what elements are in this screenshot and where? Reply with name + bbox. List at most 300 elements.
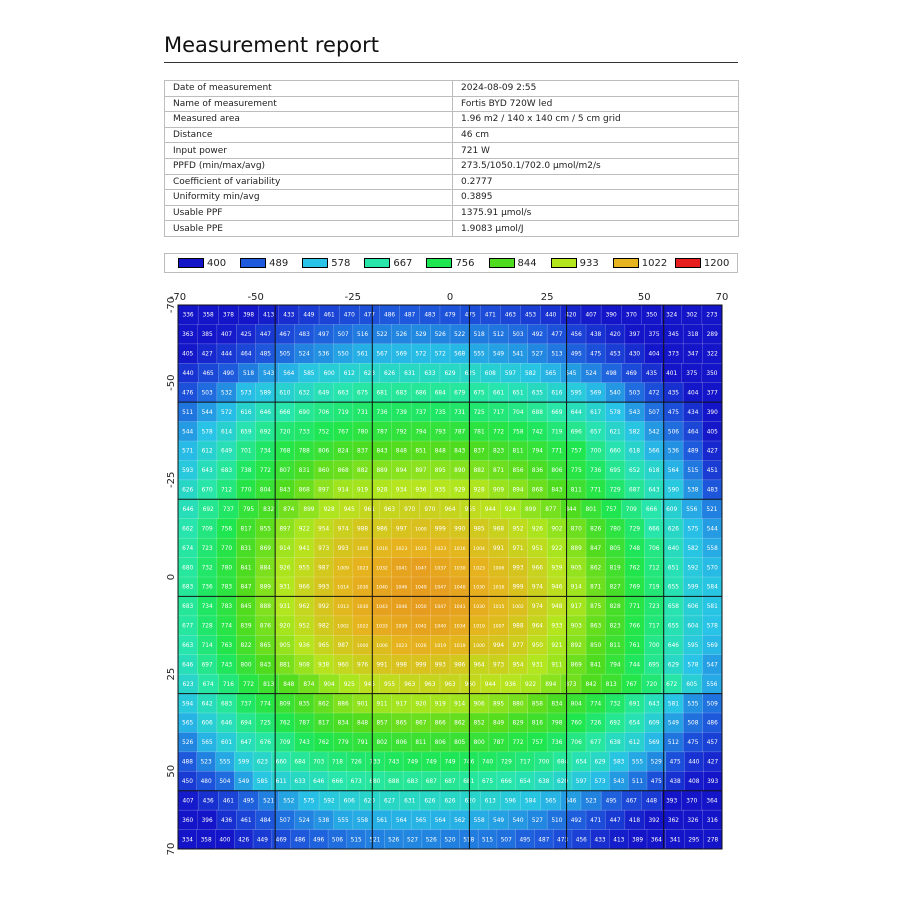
heatmap-cell-value: 717 xyxy=(493,409,505,416)
heatmap-cell-value: 295 xyxy=(688,837,700,844)
report-row-value: 0.2777 xyxy=(453,174,739,190)
heatmap-cell-value: 670 xyxy=(201,487,213,494)
heatmap-cell-value: 652 xyxy=(629,468,641,475)
heatmap-cell-value: 802 xyxy=(376,740,388,747)
heatmap-cell-value: 935 xyxy=(434,487,446,494)
heatmap-cell-value: 392 xyxy=(648,817,660,824)
heatmap-cell-value: 822 xyxy=(240,643,252,649)
heatmap-cell-value: 895 xyxy=(493,701,505,708)
heatmap-cell-value: 345 xyxy=(667,332,679,339)
heatmap-cell-value: 994 xyxy=(493,643,505,649)
heatmap-cell-value: 555 xyxy=(473,351,485,358)
heatmap-cell-value: 870 xyxy=(570,526,582,533)
heatmap-cell-value: 914 xyxy=(337,487,349,494)
heatmap-cell-value: 526 xyxy=(182,740,194,747)
heatmap-cell-value: 492 xyxy=(570,817,582,824)
heatmap-cell-value: 704 xyxy=(512,409,524,416)
heatmap-cell-value: 549 xyxy=(493,351,505,358)
heatmap-cell-value: 931 xyxy=(279,584,291,591)
heatmap-cell-value: 662 xyxy=(182,526,194,533)
heatmap-cell-value: 1033 xyxy=(376,624,388,630)
heatmap-cell-value: 757 xyxy=(605,507,617,513)
heatmap-cell-value: 737 xyxy=(415,409,427,416)
heatmap-cell-value: 495 xyxy=(242,798,255,805)
heatmap-cell-value: 1050 xyxy=(415,605,427,611)
heatmap-cell-value: 1000 xyxy=(356,644,369,649)
heatmap-cell-value: 440 xyxy=(688,759,700,766)
heatmap-cell-value: 543 xyxy=(263,371,275,377)
heatmap-cell-value: 633 xyxy=(294,779,306,785)
heatmap-cell-value: 676 xyxy=(259,740,271,747)
heatmap-cell-value: 909 xyxy=(493,487,505,494)
heatmap-cell-value: 841 xyxy=(240,565,252,572)
heatmap-cell-value: 316 xyxy=(706,817,718,824)
heatmap-cell-value: 696 xyxy=(570,429,582,436)
heatmap-cell-value: 888 xyxy=(259,604,271,611)
heatmap-cell-value: 877 xyxy=(545,507,557,513)
heatmap-cell-value: 486 xyxy=(294,837,306,844)
heatmap-cell-value: 364 xyxy=(650,837,662,844)
heatmap-cell-value: 289 xyxy=(706,332,718,339)
heatmap-cell-value: 794 xyxy=(609,662,621,669)
heatmap-cell-value: 638 xyxy=(609,740,621,747)
heatmap-cell-value: 487 xyxy=(404,312,416,319)
heatmap-cell-value: 706 xyxy=(648,545,660,552)
heatmap-cell-value: 914 xyxy=(454,701,466,708)
heatmap-cell-value: 920 xyxy=(279,623,291,630)
heatmap-cell-value: 626 xyxy=(182,487,194,494)
heatmap-cell-value: 770 xyxy=(221,545,233,552)
heatmap-cell-value: 571 xyxy=(182,448,194,455)
heatmap-cell-value: 565 xyxy=(201,740,213,747)
heatmap-cell-value: 756 xyxy=(221,526,233,533)
heatmap-cell-value: 884 xyxy=(259,565,271,572)
heatmap-cell-value: 526 xyxy=(425,837,437,844)
report-row-value: 2024-08-09 2:55 xyxy=(453,81,739,97)
heatmap-cell-value: 278 xyxy=(707,837,719,844)
heatmap-cell-value: 583 xyxy=(613,759,625,766)
heatmap-cell-value: 1009 xyxy=(337,566,349,572)
heatmap-cell-value: 804 xyxy=(570,701,582,708)
heatmap-cell-value: 719 xyxy=(648,584,660,591)
heatmap-cell-value: 456 xyxy=(575,837,587,844)
heatmap-cell-value: 700 xyxy=(648,643,660,649)
heatmap-cell-value: 843 xyxy=(454,448,466,455)
heatmap-cell-value: 985 xyxy=(473,526,485,533)
heatmap-cell-value: 950 xyxy=(531,643,543,649)
heatmap-cell-value: 677 xyxy=(590,740,602,747)
heatmap-cell-value: 640 xyxy=(667,545,679,552)
heatmap-cell-value: 360 xyxy=(182,817,194,824)
heatmap-cell-value: 507 xyxy=(648,409,660,416)
heatmap-cell-value: 448 xyxy=(645,798,658,805)
heatmap-cell-value: 549 xyxy=(238,779,250,785)
report-row-label: Usable PPF xyxy=(165,205,453,221)
heatmap-cell-value: 783 xyxy=(221,584,233,591)
heatmap-cell-value: 807 xyxy=(279,468,291,475)
heatmap-cell-value: 565 xyxy=(545,371,557,377)
heatmap-cell-value: 714 xyxy=(201,643,213,649)
heatmap-cell-value: 564 xyxy=(667,468,679,475)
heatmap-cell-value: 604 xyxy=(687,623,699,630)
heatmap-cell-value: 594 xyxy=(182,701,194,708)
heatmap-cell-value: 555 xyxy=(337,817,349,824)
heatmap-cell-value: 772 xyxy=(493,429,505,436)
heatmap-cell-value: 629 xyxy=(667,662,679,669)
heatmap-cell-value: 488 xyxy=(181,759,193,766)
heatmap-cell-value: 834 xyxy=(337,720,349,727)
heatmap-cell-value: 683 xyxy=(221,701,233,708)
page-title: Measurement report xyxy=(164,33,379,57)
heatmap-cell-value: 479 xyxy=(444,312,456,319)
heatmap-cell-value: 1006 xyxy=(376,644,388,649)
heatmap-cell-value: 794 xyxy=(531,448,543,455)
heatmap-cell-value: 526 xyxy=(388,837,400,844)
heatmap-cell-value: 375 xyxy=(686,371,698,377)
heatmap-cell-value: 362 xyxy=(667,817,679,824)
heatmap-cell-value: 944 xyxy=(484,507,496,513)
legend-label: 933 xyxy=(579,257,599,269)
heatmap-cell-value: 743 xyxy=(221,662,233,669)
legend-label: 578 xyxy=(331,257,351,269)
heatmap-cell-value: 948 xyxy=(551,604,563,611)
heatmap-cell-value: 569 xyxy=(706,643,718,649)
y-tick-label: 70 xyxy=(166,842,177,856)
heatmap-cell-value: 1002 xyxy=(337,624,349,630)
heatmap-cell-value: 471 xyxy=(484,312,496,319)
heatmap-cell-value: 961 xyxy=(363,507,375,513)
heatmap-cell-value: 749 xyxy=(425,759,437,766)
heatmap-cell-value: 906 xyxy=(473,701,485,708)
heatmap-cell-value: 805 xyxy=(454,740,466,747)
heatmap-cell-value: 612 xyxy=(201,448,213,455)
heatmap-cell-value: 706 xyxy=(318,409,330,416)
heatmap-cell-value: 819 xyxy=(609,565,621,572)
heatmap-cell-value: 621 xyxy=(609,429,621,436)
heatmap-cell-value: 1041 xyxy=(453,605,466,611)
report-row-label: Distance xyxy=(165,127,453,143)
heatmap-cell-value: 426 xyxy=(238,837,250,844)
heatmap-cell-value: 565 xyxy=(545,798,557,805)
heatmap-cell-value: 1030 xyxy=(453,566,466,572)
heatmap-cell-value: 683 xyxy=(182,604,194,611)
heatmap-cell-value: 477 xyxy=(551,332,563,339)
heatmap-cell-value: 364 xyxy=(706,798,718,805)
heatmap-cell-value: 731 xyxy=(454,409,466,416)
heatmap-cell-value: 977 xyxy=(512,643,524,649)
heatmap-cell-value: 723 xyxy=(648,604,660,611)
heatmap-cell-value: 543 xyxy=(629,409,641,416)
heatmap-cell-value: 526 xyxy=(434,332,446,339)
heatmap-cell-value: 936 xyxy=(298,643,310,649)
legend-label: 667 xyxy=(393,257,413,269)
heatmap-cell-value: 855 xyxy=(259,526,271,533)
legend-label: 1200 xyxy=(703,257,730,269)
heatmap-cell-value: 1046 xyxy=(395,585,408,591)
x-tick-label: 50 xyxy=(637,292,651,303)
heatmap-cell-value: 869 xyxy=(570,662,582,669)
heatmap-cell-value: 522 xyxy=(454,332,466,339)
heatmap-cell-value: 827 xyxy=(609,584,621,591)
heatmap-cell-value: 798 xyxy=(551,720,563,727)
heatmap-cell-value: 836 xyxy=(531,468,543,475)
heatmap-cell-value: 515 xyxy=(350,837,362,844)
heatmap-cell-value: 660 xyxy=(609,448,621,455)
heatmap-cell-value: 691 xyxy=(629,701,641,708)
heatmap-cell-value: 597 xyxy=(575,779,587,785)
heatmap-cell-value: 649 xyxy=(221,448,233,455)
heatmap-cell-value: 844 xyxy=(565,507,577,513)
heatmap-cell-value: 461 xyxy=(222,798,234,805)
heatmap-cell-value: 666 xyxy=(648,526,660,533)
heatmap-cell-value: 358 xyxy=(202,312,214,319)
heatmap-cell-value: 659 xyxy=(240,429,252,436)
heatmap-cell-value: 914 xyxy=(570,584,582,591)
heatmap-cell-value: 762 xyxy=(279,720,291,727)
heatmap-cell-value: 524 xyxy=(298,817,310,824)
heatmap-cell-value: 800 xyxy=(240,662,252,669)
heatmap-cell-value: 475 xyxy=(669,759,681,766)
heatmap-cell-value: 477 xyxy=(363,312,375,319)
heatmap-cell-value: 717 xyxy=(648,623,660,630)
heatmap-cell-value: 433 xyxy=(594,837,606,844)
heatmap-cell-value: 506 xyxy=(667,429,679,436)
heatmap-cell-value: 524 xyxy=(585,371,597,377)
heatmap-cell-value: 508 xyxy=(687,720,699,727)
heatmap-cell-value: 848 xyxy=(395,448,407,455)
heatmap-cell-value: 573 xyxy=(240,390,252,397)
heatmap-cell-value: 489 xyxy=(687,448,699,455)
heatmap-cell-value: 496 xyxy=(313,837,325,844)
report-row-value: 46 cm xyxy=(453,127,739,143)
heatmap-cell-value: 725 xyxy=(473,409,485,416)
heatmap-cell-value: 732 xyxy=(609,701,621,708)
heatmap-cell-value: 787 xyxy=(493,740,505,747)
heatmap-cell-value: 843 xyxy=(279,487,291,494)
heatmap-cell-value: 801 xyxy=(585,507,597,513)
heatmap-cell-value: 728 xyxy=(201,623,213,630)
heatmap-cell-value: 752 xyxy=(318,429,330,436)
heatmap-cell-value: 546 xyxy=(565,798,577,805)
heatmap-cell-value: 521 xyxy=(369,837,381,844)
heatmap-cell-value: 561 xyxy=(357,351,369,358)
heatmap-cell-value: 892 xyxy=(570,643,582,649)
heatmap-cell-value: 817 xyxy=(318,720,330,727)
heatmap-cell-value: 506 xyxy=(331,837,343,844)
heatmap-cell-value: 863 xyxy=(590,623,602,630)
heatmap-cell-value: 982 xyxy=(318,623,330,630)
heatmap-cell-value: 1030 xyxy=(356,605,369,611)
heatmap-cell-value: 736 xyxy=(201,584,213,591)
heatmap-cell-value: 336 xyxy=(182,312,194,319)
heatmap-cell-value: 905 xyxy=(570,565,582,572)
heatmap-cell-value: 597 xyxy=(504,371,516,377)
heatmap-cell-value: 770 xyxy=(240,487,252,494)
report-row-label: Measured area xyxy=(165,112,453,128)
heatmap-cell-value: 849 xyxy=(493,720,505,727)
heatmap-cell-value: 518 xyxy=(242,371,255,377)
heatmap-cell-value: 521 xyxy=(706,507,718,513)
heatmap-cell-value: 1016 xyxy=(376,546,388,552)
heatmap-cell-value: 845 xyxy=(240,604,252,611)
heatmap-cell-value: 627 xyxy=(384,798,396,805)
heatmap-cell-value: 763 xyxy=(221,643,233,649)
heatmap-cell-value: 725 xyxy=(259,720,271,727)
heatmap-cell-value: 536 xyxy=(667,448,679,455)
heatmap-cell-value: 606 xyxy=(687,604,699,611)
heatmap-cell-value: 487 xyxy=(538,837,550,844)
heatmap-cell-value: 894 xyxy=(395,468,407,475)
heatmap-cell-value: 1023 xyxy=(434,546,447,552)
heatmap-cell-value: 834 xyxy=(551,701,563,708)
heatmap-cell-value: 512 xyxy=(667,740,679,747)
heatmap-cell-value: 901 xyxy=(357,701,369,708)
heatmap-cell-value: 684 xyxy=(434,390,446,397)
heatmap-cell-value: 507 xyxy=(337,332,349,339)
heatmap-cell-value: 847 xyxy=(240,584,252,591)
heatmap-cell-value: 1041 xyxy=(395,566,408,572)
heatmap-cell-value: 680 xyxy=(182,565,194,572)
heatmap-cell-value: 738 xyxy=(240,468,252,475)
heatmap-cell-value: 644 xyxy=(570,409,582,416)
heatmap-cell-value: 544 xyxy=(706,526,718,533)
heatmap-cell-value: 692 xyxy=(202,507,214,513)
heatmap-cell-value: 341 xyxy=(669,837,681,844)
heatmap-cell-value: 623 xyxy=(256,759,268,766)
heatmap-cell-value: 503 xyxy=(201,390,213,397)
heatmap-cell-value: 1014 xyxy=(337,585,349,591)
heatmap-cell-value: 447 xyxy=(609,817,621,824)
heatmap-cell-value: 456 xyxy=(570,332,582,339)
heatmap-cell-value: 675 xyxy=(481,779,494,785)
heatmap-cell-value: 523 xyxy=(585,798,597,805)
heatmap-cell-value: 774 xyxy=(221,623,233,630)
heatmap-cell-value: 882 xyxy=(357,468,369,475)
heatmap-cell-value: 681 xyxy=(376,390,388,397)
heatmap-cell-value: 606 xyxy=(201,720,213,727)
heatmap-cell-value: 869 xyxy=(259,545,271,552)
heatmap-cell-value: 1049 xyxy=(415,585,427,591)
heatmap-cell-value: 744 xyxy=(629,662,641,669)
heatmap-cell-value: 390 xyxy=(706,409,718,416)
heatmap-cell-value: 584 xyxy=(525,798,537,805)
heatmap-cell-value: 908 xyxy=(298,662,310,669)
heatmap-cell-value: 435 xyxy=(667,390,679,397)
heatmap-cell-value: 720 xyxy=(279,429,291,436)
heatmap-cell-value: 998 xyxy=(395,662,407,669)
heatmap-cell-value: 540 xyxy=(512,817,524,824)
heatmap-cell-value: 925 xyxy=(343,681,355,688)
heatmap-cell-value: 438 xyxy=(590,332,602,339)
heatmap-cell-value: 649 xyxy=(318,390,330,397)
heatmap-cell-value: 717 xyxy=(519,759,531,766)
heatmap-cell-value: 945 xyxy=(363,681,375,688)
heatmap-cell-value: 475 xyxy=(590,351,602,358)
heatmap-cell-value: 373 xyxy=(667,351,679,358)
heatmap-cell-value: 974 xyxy=(531,604,543,611)
heatmap-cell-value: 700 xyxy=(538,759,550,766)
heatmap-cell-value: 1047 xyxy=(434,605,447,611)
heatmap-cell-value: 780 xyxy=(609,526,621,533)
heatmap-cell-value: 1004 xyxy=(473,546,485,552)
heatmap-cell-value: 585 xyxy=(256,779,268,785)
heatmap-cell-value: 813 xyxy=(605,681,617,688)
heatmap-cell-value: 405 xyxy=(706,429,718,436)
heatmap-cell-value: 1040 xyxy=(453,585,466,591)
report-row-value: 1.96 m2 / 140 x 140 cm / 5 cm grid xyxy=(453,112,739,128)
heatmap-cell-value: 475 xyxy=(464,312,476,319)
heatmap-cell-value: 1039 xyxy=(395,624,408,630)
heatmap-cell-value: 674 xyxy=(182,545,194,552)
heatmap-cell-value: 740 xyxy=(481,759,494,766)
heatmap-cell-value: 358 xyxy=(200,837,212,844)
y-tick-label: 50 xyxy=(166,764,177,778)
heatmap-cell-value: 377 xyxy=(706,390,718,397)
heatmap-cell-value: 1000 xyxy=(415,527,427,533)
heatmap-cell-value: 438 xyxy=(669,779,681,785)
heatmap-cell-value: 601 xyxy=(221,740,233,747)
heatmap-cell-value: 613 xyxy=(484,798,496,805)
heatmap-cell-value: 687 xyxy=(629,487,641,494)
heatmap-cell-value: 683 xyxy=(395,390,407,397)
heatmap-cell-value: 987 xyxy=(337,643,349,649)
heatmap-cell-value: 787 xyxy=(298,720,310,727)
heatmap-cell-value: 561 xyxy=(376,817,388,824)
heatmap-cell-value: 806 xyxy=(551,468,563,475)
heatmap-cell-value: 558 xyxy=(706,545,718,552)
heatmap-cells xyxy=(178,305,722,849)
heatmap-cell-value: 486 xyxy=(384,312,396,319)
heatmap-cell-value: 700 xyxy=(590,448,602,455)
heatmap-cell-value: 811 xyxy=(609,643,621,649)
heatmap-cell-value: 590 xyxy=(667,487,679,494)
heatmap-cell-value: 688 xyxy=(531,409,543,416)
heatmap-cell-value: 963 xyxy=(404,681,416,688)
heatmap-cell-value: 955 xyxy=(298,565,310,572)
heatmap-cell-value: 658 xyxy=(667,604,679,611)
heatmap-cell-value: 549 xyxy=(493,817,505,824)
heatmap-cell-value: 544 xyxy=(201,409,213,416)
heatmap-cell-value: 988 xyxy=(512,623,524,630)
heatmap-cell-value: 993 xyxy=(512,565,524,572)
heatmap-cell-value: 527 xyxy=(406,837,419,844)
heatmap-cell-value: 732 xyxy=(201,565,213,572)
heatmap-cell-value: 555 xyxy=(632,759,644,766)
heatmap-cell-value: 334 xyxy=(181,837,193,844)
heatmap-cell-value: 663 xyxy=(182,643,194,649)
heatmap-cell-value: 453 xyxy=(525,312,537,319)
heatmap-cell-value: 848 xyxy=(434,448,446,455)
heatmap-cell-value: 783 xyxy=(221,604,233,611)
heatmap-cell-value: 593 xyxy=(182,468,194,475)
heatmap-cell-value: 781 xyxy=(473,429,485,436)
legend-label: 844 xyxy=(517,257,537,269)
heatmap-cell-value: 743 xyxy=(388,759,400,766)
y-tick-label: -70 xyxy=(166,296,177,314)
heatmap-cell-value: 726 xyxy=(590,720,602,727)
heatmap-cell-value: 611 xyxy=(275,779,287,785)
heatmap-cell-value: 999 xyxy=(415,662,427,669)
heatmap-cell-value: 675 xyxy=(473,390,485,397)
heatmap-cell-value: 793 xyxy=(434,429,446,436)
heatmap-cell-value: 651 xyxy=(512,390,524,397)
heatmap-cell-value: 746 xyxy=(463,759,475,766)
heatmap-cell-value: 850 xyxy=(590,643,602,649)
heatmap-cell-value: 941 xyxy=(298,545,310,552)
heatmap-cell-value: 350 xyxy=(706,371,718,377)
heatmap-cell-value: 326 xyxy=(687,817,699,824)
heatmap-cell-value: 733 xyxy=(369,759,381,766)
